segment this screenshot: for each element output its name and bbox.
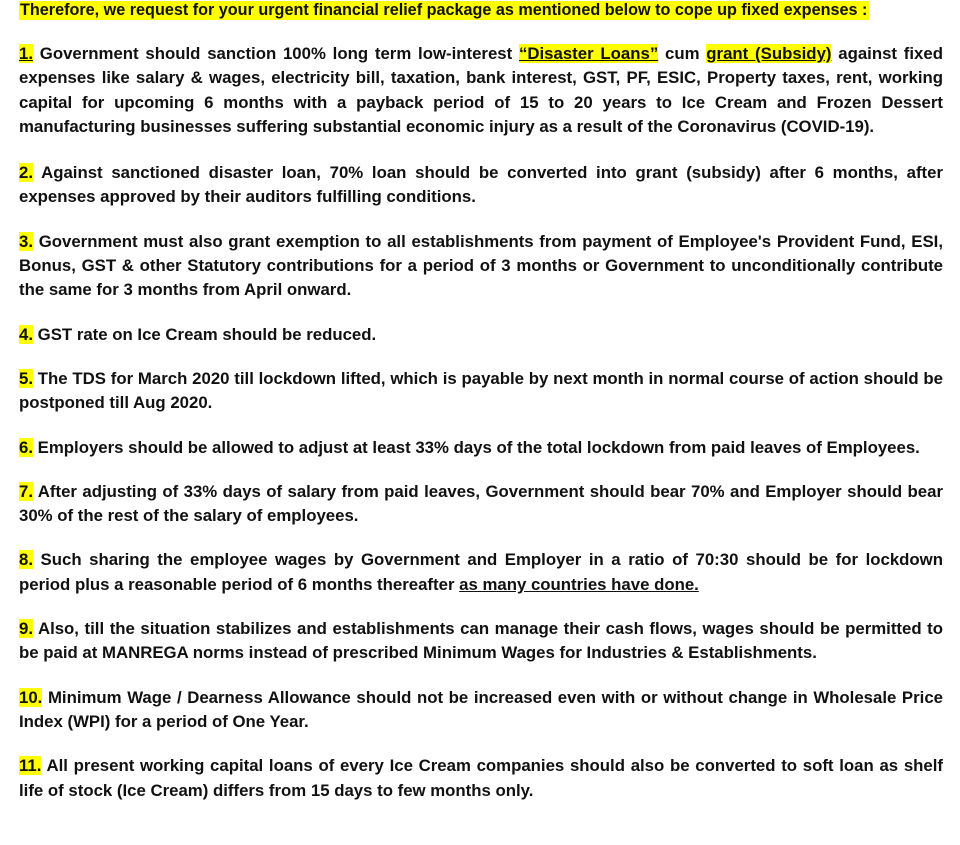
request-heading-text: Therefore, we request for your urgent financial relief package as mentioned below to cope up fixed expenses : <box>20 1 868 19</box>
item-number: 2. <box>19 163 33 183</box>
item-2 <box>19 161 943 210</box>
item-7 <box>19 480 943 529</box>
item-4 <box>19 323 943 347</box>
item-text: GST rate on Ice Cream should be reduced. <box>33 324 377 344</box>
item-1 <box>19 42 943 139</box>
item-number: 3. <box>19 231 33 251</box>
item-number: 7. <box>19 481 33 501</box>
grant-subsidy-highlight: grant (Subsidy) <box>706 44 832 63</box>
document-body <box>19 0 943 803</box>
item-text: Against sanctioned disaster loan, 70% loan should be converted into grant (subsidy) after 6 months, after expenses approved by their auditors fulfilling conditions. <box>19 163 943 207</box>
item-text: All present working capital loans of every Ice Cream companies should also be converted to soft loan as shelf life of stock (Ice Cream) differs from 15 days to few months only. <box>19 756 943 800</box>
item-11 <box>19 754 943 803</box>
item-number: 11. <box>19 756 42 776</box>
item-number: 4. <box>19 324 33 344</box>
item-text: The TDS for March 2020 till lockdown lifted, which is payable by next month in normal course of action should be postponed till Aug 2020. <box>19 368 943 413</box>
item-number: 1. <box>19 44 33 63</box>
item-text: Such sharing the employee wages by Government and Employer in a ratio of 70:30 should be for lockdown period plus a reasonable period of 6 months thereafter <box>19 550 943 594</box>
item-10 <box>19 686 943 735</box>
item-text: After adjusting of 33% days of salary from paid leaves, Government should bear 70% and Employer should bear 30% of the rest of the salary of employees. <box>19 481 943 526</box>
request-heading <box>19 0 943 20</box>
item-number: 9. <box>19 619 33 639</box>
item-text: Employers should be allowed to adjust at least 33% days of the total lockdown from paid leaves of Employees. <box>33 437 920 457</box>
item-text: Minimum Wage / Dearness Allowance should not be increased even with or without change in Wholesale Price Index (WPI) for a period of One Year. <box>19 687 943 731</box>
countries-link[interactable]: as many countries have done. <box>459 574 699 594</box>
item-number: 10. <box>19 687 43 707</box>
item-text: Government must also grant exemption to all establishments from payment of Employee's Provident Fund, ESI, Bonus, GST & other Statutory contributions for a period of 3 months or Government to unconditionally contribute the same for 3 months from April onward. <box>19 231 943 300</box>
item-8 <box>19 548 943 597</box>
item-5 <box>19 367 943 416</box>
item-text: Government should sanction 100% long term low-interest <box>33 44 519 63</box>
item-text: cum <box>658 44 707 63</box>
item-3 <box>19 230 943 303</box>
disaster-loans-highlight: “Disaster Loans” <box>519 44 659 63</box>
item-9 <box>19 617 943 666</box>
item-text: against fixed expenses like salary & wages, electricity bill, taxation, bank interest, GST, PF, ESIC, Property taxes, rent, working capital for upcoming 6 months with a payback period of 15 to 20 years to Ice Cream and Frozen Dessert manufacturing businesses suffering substantial economic injury as a result of the Coronavirus (COVID-19). <box>19 44 943 136</box>
item-6 <box>19 436 943 460</box>
item-text: Also, till the situation stabilizes and establishments can manage their cash flows, wages should be permitted to be paid at MANREGA norms instead of prescribed Minimum Wages for Industries & Establishments. <box>19 619 943 663</box>
item-number: 5. <box>19 368 33 388</box>
item-number: 6. <box>19 437 33 457</box>
item-number: 8. <box>19 550 33 570</box>
